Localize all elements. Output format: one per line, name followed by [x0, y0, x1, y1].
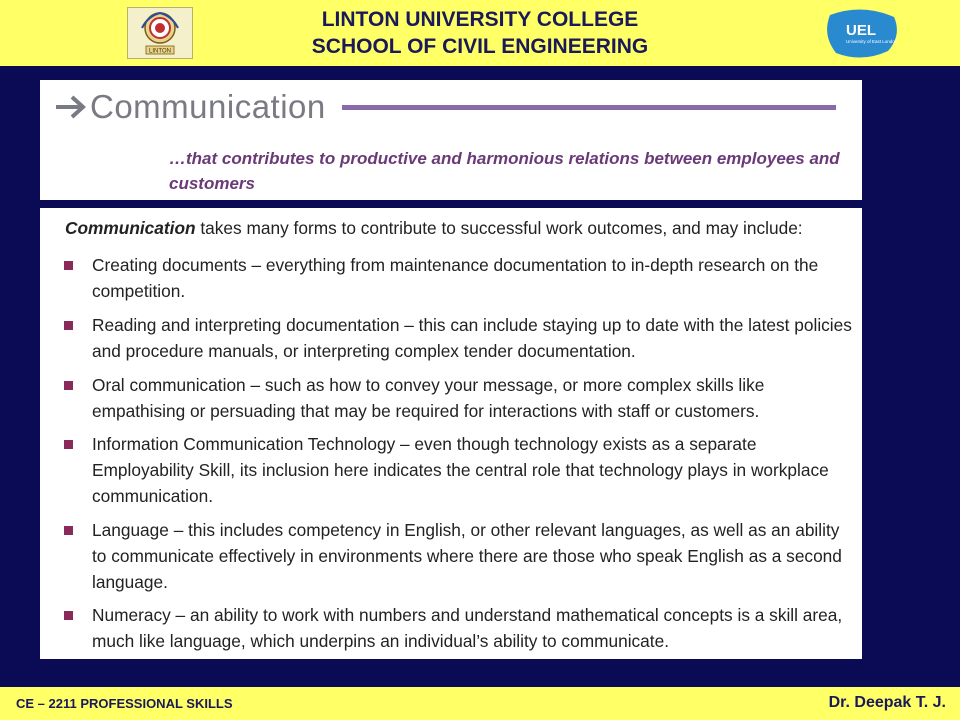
bullet-square-icon: [64, 261, 73, 270]
school-name: SCHOOL OF CIVIL ENGINEERING: [311, 35, 649, 58]
bullet-text: Reading and interpreting documentation – this can include staying up to date with the latest policies and procedure manuals, or interpreting complex tender documentation.: [92, 315, 852, 361]
bullet-square-icon: [64, 321, 73, 330]
intro-bold: Communication: [65, 218, 196, 238]
arrow-right-icon: [54, 94, 88, 120]
bullet-square-icon: [64, 611, 73, 620]
author-name: Dr. Deepak T. J.: [828, 694, 946, 711]
intro-rest: takes many forms to contribute to successful work outcomes, and may include:: [195, 218, 803, 238]
content-panel: [40, 208, 862, 659]
bullet-text: Oral communication – such as how to convey your message, or more complex skills like empathising or persuading that may be required for interactions with staff or customers.: [92, 375, 765, 421]
bullet-square-icon: [64, 381, 73, 390]
left-logo-text: LINTON: [149, 48, 171, 55]
linton-crest-icon: [127, 7, 193, 59]
footer-bar: [0, 687, 960, 720]
heading-panel: [40, 80, 862, 200]
course-code: CE – 2211 PROFESSIONAL SKILLS: [16, 696, 233, 711]
header-title: [200, 6, 760, 60]
header-bar: [0, 0, 960, 66]
bullet-text: Information Communication Technology – even though technology exists as a separate Employability Skill, its inclusion here indicates the central role that technology plays in workplace communication.: [92, 434, 829, 506]
uel-logo-text: UEL: [846, 22, 876, 39]
slide-heading: Communication: [90, 88, 326, 125]
bullet-text: Creating documents – everything from maintenance documentation to in-depth research on the competition.: [92, 255, 819, 301]
uel-logo-subtext: University of East London: [846, 39, 898, 44]
heading-rule: [342, 105, 836, 110]
uel-logo-icon: [822, 5, 902, 63]
intro-text: [65, 216, 855, 240]
bullet-square-icon: [64, 440, 73, 449]
slide-subtitle: …that contributes to productive and harmonious relations between employees and customers: [169, 149, 840, 193]
bullet-square-icon: [64, 526, 73, 535]
bullet-text: Numeracy – an ability to work with numbers and understand mathematical concepts is a skill area, much like language, which underpins an individual’s ability to communicate.: [92, 605, 843, 651]
college-name: LINTON UNIVERSITY COLLEGE: [321, 8, 639, 31]
bullet-text: Language – this includes competency in English, or other relevant languages, as well as an ability to communicate effectively in environments where there are those who speak English as a second language.: [92, 520, 842, 592]
